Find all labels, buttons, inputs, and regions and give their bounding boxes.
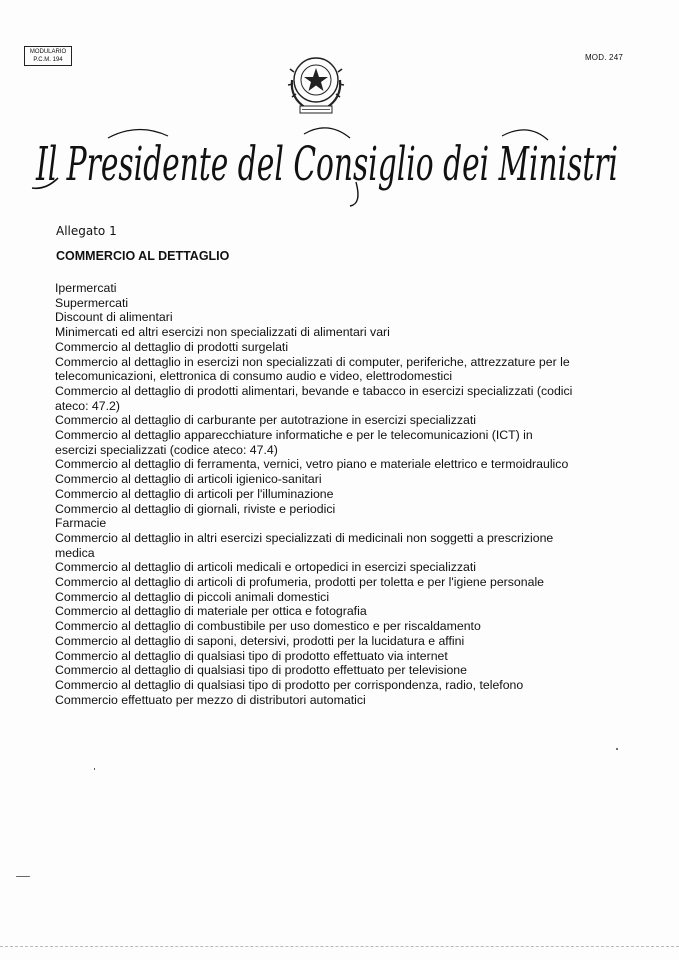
list-item: Commercio effettuato per mezzo di distributori automatici [55,692,366,707]
list-item: Farmacie [55,516,107,531]
list-item: Supermercati [55,295,129,310]
list-item: telecomunicazioni, elettronica di consumo audio e video, elettrodomestici [55,369,453,384]
form-code: MOD. 247 [584,53,623,62]
list-item: Ipermercati [55,281,117,295]
list-item: Commercio al dettaglio di articoli per l'illuminazione [55,486,334,501]
annex-label: Allegato 1 [56,224,117,238]
list-item: Minimercati ed altri esercizi non specializzati di alimentari vari [55,325,390,340]
list-item: Commercio al dettaglio di ferramenta, vernici, vetro piano e materiale elettrico e termoidraulico [55,457,569,472]
list-item: Commercio al dettaglio in esercizi non specializzati di computer, periferiche, attrezzature per le [55,354,570,369]
list-item: esercizi specializzati (codice ateco: 47.4) [55,442,278,457]
list-item: Commercio al dettaglio di combustibile per uso domestico e per riscaldamento [55,619,481,634]
modulario-code: P.C.M. 194 [33,57,63,63]
list-item: Commercio al dettaglio di materiale per ottica e fotografia [55,604,367,619]
scan-speck [16,876,30,877]
modulario-label: MODULARIO [29,49,67,55]
list-item: Commercio al dettaglio di qualsiasi tipo di prodotto per corrispondenza, radio, telefono [55,677,524,692]
list-item: Commercio al dettaglio di piccoli animali domestici [55,589,330,604]
list-item: Discount di alimentari [55,310,173,325]
script-heading-text: Il Presidente del Consiglio dei Ministri [35,137,618,192]
activity-list [55,281,615,707]
list-item: Commercio al dettaglio di saponi, detersivi, prodotti per la lucidatura e affini [55,633,465,648]
list-item: Commercio al dettaglio di articoli di profumeria, prodotti per toletta e per l'igiene personale [55,575,545,590]
scan-speck [616,748,618,750]
list-item: Commercio al dettaglio di giornali, riviste e periodici [55,501,336,516]
list-item: medica [55,545,95,560]
presidency-script-heading [28,118,628,210]
list-item: Commercio al dettaglio di prodotti surgelati [55,339,289,354]
list-item: Commercio al dettaglio di articoli medicali e ortopedici in esercizi specializzati [55,560,477,575]
list-item: Commercio al dettaglio in altri esercizi specializzati di medicinali non soggetti a prescrizione [55,530,554,545]
list-item: Commercio al dettaglio apparecchiature informatiche e per le telecomunicazioni (ICT) in [55,428,533,443]
italian-republic-emblem-icon [282,50,350,118]
list-item: ateco: 47.2) [55,398,120,413]
section-title: COMMERCIO AL DETTAGLIO [56,249,230,263]
list-item: Commercio al dettaglio di qualsiasi tipo di prodotto effettuato via internet [55,648,448,663]
scan-speck [94,768,95,770]
modulario-stamp [24,46,72,66]
list-item: Commercio al dettaglio di carburante per autotrazione in esercizi specializzati [55,413,477,428]
list-item: Commercio al dettaglio di articoli igienico-sanitari [55,472,322,487]
list-item: Commercio al dettaglio di prodotti alimentari, bevande e tabacco in esercizi specializzati (codici [55,383,573,398]
list-item: Commercio al dettaglio di qualsiasi tipo di prodotto effettuato per televisione [55,663,467,678]
scan-edge-line [0,946,679,948]
